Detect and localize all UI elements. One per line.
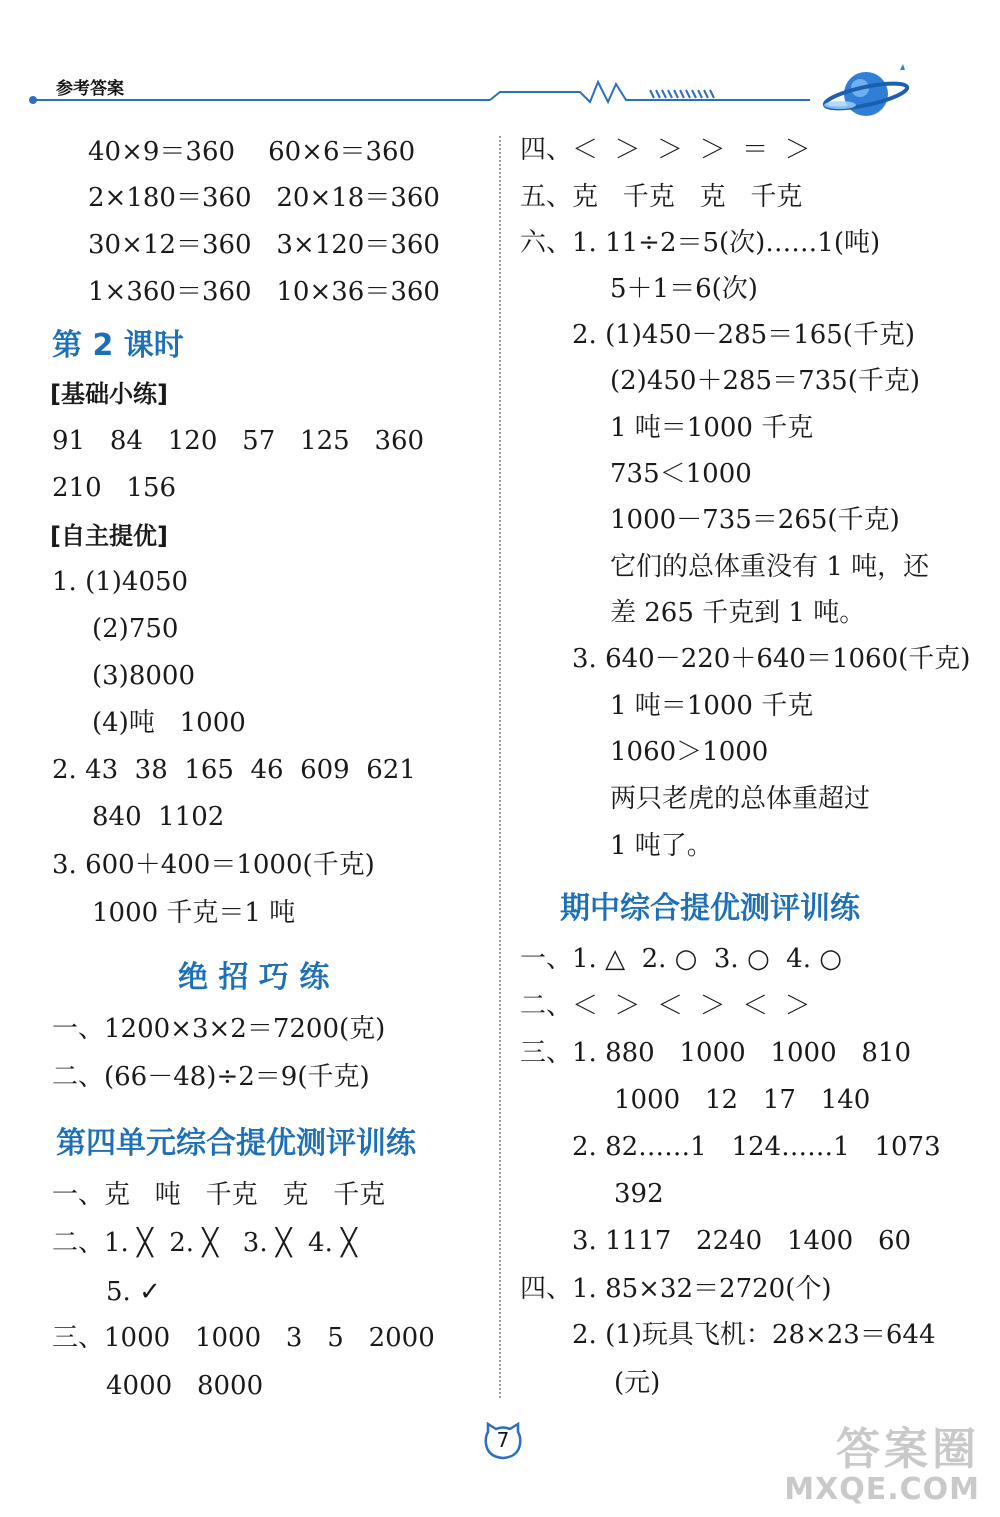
left-line-10: (2)750	[92, 614, 179, 644]
watermark-top: 答案圈	[836, 1424, 980, 1475]
left-line-0: 40×9＝360 60×6＝360	[88, 137, 416, 167]
right-line-7: 735＜1000	[610, 459, 752, 489]
left-line-21: 一、克 吨 千克 克 千克	[52, 1180, 386, 1210]
left-line-3: 1×360＝360 10×36＝360	[88, 277, 440, 307]
right-line-0: 四、＜ ＞ ＞ ＞ ＝ ＞	[520, 135, 811, 165]
right-line-2: 六、1. 11÷2＝5(次)……1(吨)	[520, 228, 881, 258]
left-line-15: 3. 600＋400＝1000(千克)	[52, 850, 375, 880]
column-divider	[499, 136, 501, 1398]
right-line-26: (元)	[614, 1368, 661, 1398]
page-number: 7	[496, 1428, 510, 1452]
header-rule-decoration	[0, 60, 1000, 130]
right-line-19: 三、1. 880 1000 1000 810	[520, 1038, 912, 1068]
right-line-11: 3. 640－220＋640＝1060(千克)	[572, 644, 971, 674]
right-line-15: 1 吨了。	[610, 831, 713, 861]
right-line-13: 1060＞1000	[610, 737, 769, 767]
right-line-5: (2)450＋285＝735(千克)	[610, 366, 920, 396]
right-line-8: 1000－735＝265(千克)	[610, 505, 900, 535]
left-heading-20: 第四单元综合提优测评训练	[56, 1126, 416, 1161]
right-line-23: 3. 1117 2240 1400 60	[572, 1226, 912, 1256]
right-line-1: 五、克 千克 克 千克	[520, 182, 803, 212]
left-line-9: 1. (1)4050	[52, 567, 189, 597]
header-title: 参考答案	[56, 79, 124, 99]
left-line-11: (3)8000	[92, 661, 195, 691]
right-line-4: 2. (1)450－285＝165(千克)	[572, 320, 916, 350]
right-line-12: 1 吨＝1000 千克	[610, 691, 814, 721]
right-line-20: 1000 12 17 140	[614, 1085, 871, 1115]
right-line-18: 二、＜ ＞ ＜ ＞ ＜ ＞	[520, 991, 811, 1021]
right-line-14: 两只老虎的总体重超过	[610, 784, 871, 814]
left-line-24: 三、1000 1000 3 5 2000	[52, 1323, 435, 1353]
right-line-21: 2. 82……1 124……1 1073	[572, 1132, 941, 1162]
left-line-18: 一、1200×3×2＝7200(克)	[52, 1014, 386, 1044]
left-line-19: 二、(66－48)÷2＝9(千克)	[52, 1062, 370, 1092]
left-bracket-5: [基础小练]	[50, 380, 168, 408]
left-line-6: 91 84 120 57 125 360	[52, 426, 425, 456]
planet-icon	[823, 64, 909, 116]
left-line-14: 840 1102	[92, 802, 225, 832]
right-line-6: 1 吨＝1000 千克	[610, 413, 814, 443]
right-line-22: 392	[614, 1179, 664, 1209]
right-line-17: 一、1. △ 2. ○ 3. ○ 4. ○	[520, 944, 842, 974]
right-line-3: 5＋1＝6(次)	[610, 274, 758, 304]
left-line-22: 二、1. ╳ 2. ╳ 3. ╳ 4. ╳	[52, 1228, 357, 1258]
left-bracket-8: [自主提优]	[50, 522, 168, 550]
left-line-13: 2. 43 38 165 46 609 621	[52, 755, 416, 785]
watermark	[784, 1424, 980, 1508]
right-line-9: 它们的总体重没有 1 吨，还	[610, 552, 930, 582]
watermark-url: MXQE.COM	[784, 1472, 980, 1507]
left-line-2: 30×12＝360 3×120＝360	[88, 230, 440, 260]
left-line-7: 210 156	[52, 473, 177, 503]
right-line-10: 差 265 千克到 1 吨。	[610, 598, 866, 628]
right-line-25: 2. (1)玩具飞机：28×23＝644	[572, 1320, 936, 1350]
left-line-1: 2×180＝360 20×18＝360	[88, 183, 440, 213]
right-line-24: 四、1. 85×32＝2720(个)	[520, 1274, 832, 1304]
left-line-16: 1000 千克＝1 吨	[92, 898, 296, 928]
left-heading-17: 绝 招 巧 练	[178, 960, 330, 995]
right-heading-16: 期中综合提优测评训练	[560, 891, 860, 926]
left-line-12: (4)吨 1000	[92, 708, 246, 738]
page-number-badge	[484, 1422, 522, 1460]
left-line-25: 4000 8000	[106, 1371, 264, 1401]
left-line-23: 5. ✓	[106, 1277, 161, 1307]
left-heading-4: 第 2 课时	[52, 328, 184, 363]
